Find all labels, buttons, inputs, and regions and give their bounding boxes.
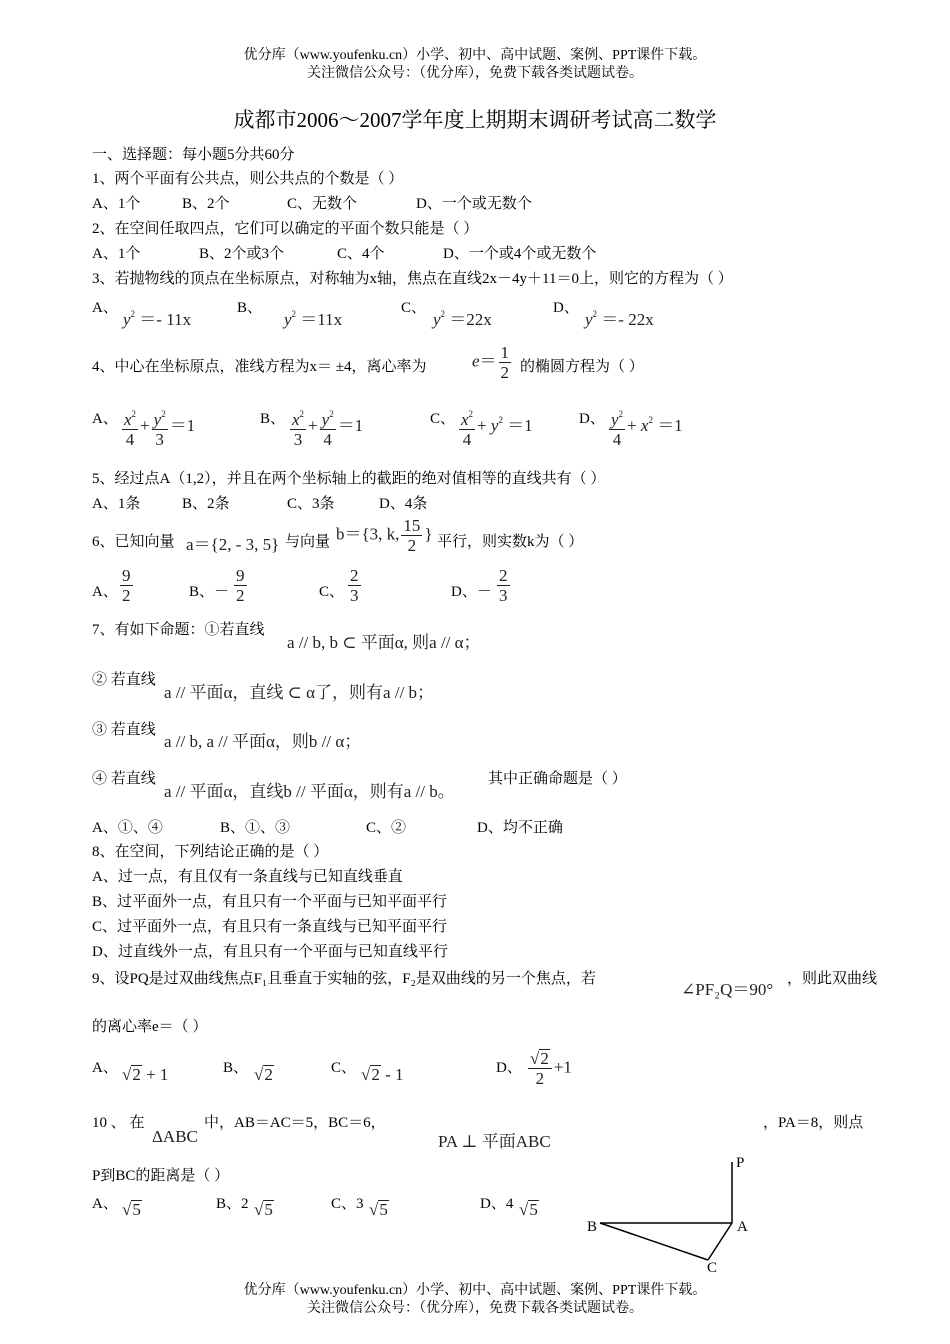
q6-option-b: B、－ xyxy=(189,584,230,600)
q3-stem: 3、若抛物线的顶点在坐标原点，对称轴为x轴，焦点在直线2x－4y＋11＝0上，则它的方程为（ ） xyxy=(92,271,733,287)
q1-option-a: A、1个 xyxy=(92,196,141,212)
q10-figure xyxy=(580,1150,760,1280)
q6-stem-part2: 与向量 xyxy=(285,534,331,550)
q1-stem: 1、两个平面有公共点，则公共点的个数是（ ） xyxy=(92,171,404,187)
q10-part3: ，PA＝8，则点 xyxy=(763,1115,864,1131)
q10-perpendicular: PA ⊥ 平面ABC xyxy=(438,1132,551,1151)
q6-vector-a: a＝{2, - 3, 5} xyxy=(186,535,280,554)
q3-option-b: B、 xyxy=(237,300,263,316)
q6-stem-part1: 6、已知向量 xyxy=(92,534,175,550)
q10-option-c: C、3 xyxy=(331,1196,364,1212)
q2-option-d: D、一个或4个或无数个 xyxy=(443,246,597,262)
q6-option-d: D、－ xyxy=(451,584,492,600)
q6-value-b: $\frac{9}{2}$ xyxy=(236,566,245,605)
q7-prefix-2: ② 若直线 xyxy=(92,672,156,688)
q3-option-a: A、 xyxy=(92,300,118,316)
q9-stem: 9、设PQ是过双曲线焦点F₁且垂直于实轴的弦，F₂是双曲线的另一个焦点，若 xyxy=(92,971,596,987)
q7-statement-4: a // 平面α，直线b // 平面α，则有a // b。 xyxy=(164,782,455,801)
q3-formula-c: $y^2 =22x$ xyxy=(433,309,492,329)
label-p: P xyxy=(736,1155,745,1171)
q10-value-c: √5 xyxy=(369,1200,388,1219)
segment-bc xyxy=(600,1223,708,1260)
q8-option-a: A、过一点，有且仅有一条直线与已知直线垂直 xyxy=(92,869,403,885)
q8-option-c: C、过平面外一点，有且只有一条直线与已知平面平行 xyxy=(92,919,448,935)
q10-option-a: A、 xyxy=(92,1196,118,1212)
q6-option-c: C、 xyxy=(319,584,345,600)
q10-value-a: √5 xyxy=(122,1200,141,1219)
q9-value-d: $\frac{√2}{2}$ +1 xyxy=(530,1049,572,1088)
q3-option-c: C、 xyxy=(401,300,427,316)
q4-option-b: B、 xyxy=(260,411,286,427)
label-c: C xyxy=(707,1260,718,1276)
q7-option-a: A、①、④ xyxy=(92,820,163,836)
q3-option-d: D、 xyxy=(553,300,579,316)
q10-part1: 10 、 在 xyxy=(92,1115,145,1131)
q4-formula-a: $\frac{x^2}{4}$ + $\frac{y^2}{3}$ ＝1 xyxy=(120,405,195,449)
q7-option-c: C、② xyxy=(366,820,407,836)
q9-value-a: √2 + 1 xyxy=(122,1065,169,1084)
q10-value-b: √5 xyxy=(254,1200,273,1219)
header-line-1: 优分库（www.youfenku.cn）小学、初中、高中试题、案例、PPT课件下载。 xyxy=(243,48,707,63)
footer-line-2: 关注微信公众号：（优分库），免费下载各类试题试卷。 xyxy=(307,1301,643,1316)
q6-value-c: $\frac{2}{3}$ xyxy=(350,566,359,605)
q10-value-d: √5 xyxy=(519,1200,538,1219)
q9-value-c: √2 - 1 xyxy=(361,1065,404,1084)
q8-option-d: D、过直线外一点，有且只有一个平面与已知直线平行 xyxy=(92,944,448,960)
q4-stem-part1: 4、中心在坐标原点，准线方程为x＝ ±4，离心率为 xyxy=(92,359,427,375)
q6-stem-part3: 平行，则实数k为（ ） xyxy=(437,534,584,550)
page-title: 成都市2006～2007学年度上期期末调研考试高二数学 xyxy=(233,108,717,132)
q5-option-b: B、2条 xyxy=(182,496,230,512)
q3-formula-d: $y^2 =- 22x$ xyxy=(585,309,654,329)
header-line-2: 关注微信公众号：（优分库），免费下载各类试题试卷。 xyxy=(307,66,643,81)
q9-option-a: A、 xyxy=(92,1060,118,1076)
q7-prefix-3: ③ 若直线 xyxy=(92,722,156,738)
q1-option-b: B、2个 xyxy=(182,196,230,212)
q2-option-c: C、4个 xyxy=(337,246,385,262)
q4-eccentricity: e＝ $\frac{1}{2}$ xyxy=(472,343,510,382)
q4-formula-c: $\frac{x^2}{4}$ + $y^2 =1$ xyxy=(457,405,533,449)
q7-statement-3: a // b, a // 平面α，则b // α； xyxy=(164,732,362,751)
q4-formula-b: $\frac{x^2}{3}$ + $\frac{y^2}{4}$ ＝1 xyxy=(288,405,363,449)
label-b: B xyxy=(587,1219,598,1235)
q6-value-d: $\frac{2}{3}$ xyxy=(499,566,508,605)
q10-stem-2: P到BC的距离是（ ） xyxy=(92,1168,230,1184)
q9-option-d: D、 xyxy=(496,1060,522,1076)
q9-value-b: √2 xyxy=(254,1065,273,1084)
q9-tail: ，则此双曲线 xyxy=(787,971,878,987)
q4-option-c: C、 xyxy=(430,411,456,427)
q9-angle: ∠PF₂Q＝90° xyxy=(681,980,774,999)
q9-option-b: B、 xyxy=(223,1060,249,1076)
q6-vector-b: b＝{3, k, $\frac{15}{2}$ } xyxy=(336,516,433,555)
q1-option-d: D、一个或无数个 xyxy=(416,196,532,212)
q7-option-d: D、均不正确 xyxy=(477,820,563,836)
q4-stem-part2: 的椭圆方程为（ ） xyxy=(520,359,644,375)
q7-prefix-4: ④ 若直线 xyxy=(92,771,156,787)
section-heading: 一、选择题：每小题5分共60分 xyxy=(92,147,295,163)
q6-option-a: A、 xyxy=(92,584,118,600)
q4-option-a: A、 xyxy=(92,411,118,427)
q10-part2: 中，AB＝AC＝5，BC＝6， xyxy=(204,1115,386,1131)
q2-stem: 2、在空间任取四点，它们可以确定的平面个数只能是（ ） xyxy=(92,221,479,237)
q9-option-c: C、 xyxy=(331,1060,357,1076)
q8-stem: 8、在空间，下列结论正确的是（ ） xyxy=(92,844,329,860)
q7-statement-1: a // b, b ⊂ 平面α, 则a // α； xyxy=(287,633,481,652)
q5-option-c: C、3条 xyxy=(287,496,335,512)
q9-stem-2: 的离心率e＝（ ） xyxy=(92,1019,208,1035)
footer-line-1: 优分库（www.youfenku.cn）小学、初中、高中试题、案例、PPT课件下载。 xyxy=(243,1283,707,1298)
q7-stem: 7、有如下命题：①若直线 xyxy=(92,622,265,638)
q7-statement-2: a // 平面α，直线 ⊂ α了，则有a // b； xyxy=(164,683,435,702)
q10-option-d: D、4 xyxy=(480,1196,514,1212)
q7-tail: 其中正确命题是（ ） xyxy=(488,771,627,787)
q4-option-d: D、 xyxy=(579,411,605,427)
q6-value-a: $\frac{9}{2}$ xyxy=(122,566,131,605)
q5-stem: 5、经过点A（1,2），并且在两个坐标轴上的截距的绝对值相等的直线共有（ ） xyxy=(92,471,606,487)
q2-option-a: A、1个 xyxy=(92,246,141,262)
label-a: A xyxy=(737,1219,748,1235)
q5-option-a: A、1条 xyxy=(92,496,141,512)
q8-option-b: B、过平面外一点，有且只有一个平面与已知平面平行 xyxy=(92,894,448,910)
q1-option-c: C、无数个 xyxy=(287,196,358,212)
q10-option-b: B、2 xyxy=(216,1196,249,1212)
q10-triangle: ΔABC xyxy=(152,1127,198,1146)
q2-option-b: B、2个或3个 xyxy=(199,246,285,262)
q3-formula-a: $y^2 =- 11x$ xyxy=(123,309,192,329)
q7-option-b: B、①、③ xyxy=(220,820,291,836)
segment-ca xyxy=(708,1223,732,1260)
q4-formula-d: $\frac{y^2}{4}$ + $x^2 =1$ xyxy=(607,405,683,449)
q3-formula-b: $y^2 =11x$ xyxy=(284,309,343,329)
q5-option-d: D、4条 xyxy=(379,496,428,512)
